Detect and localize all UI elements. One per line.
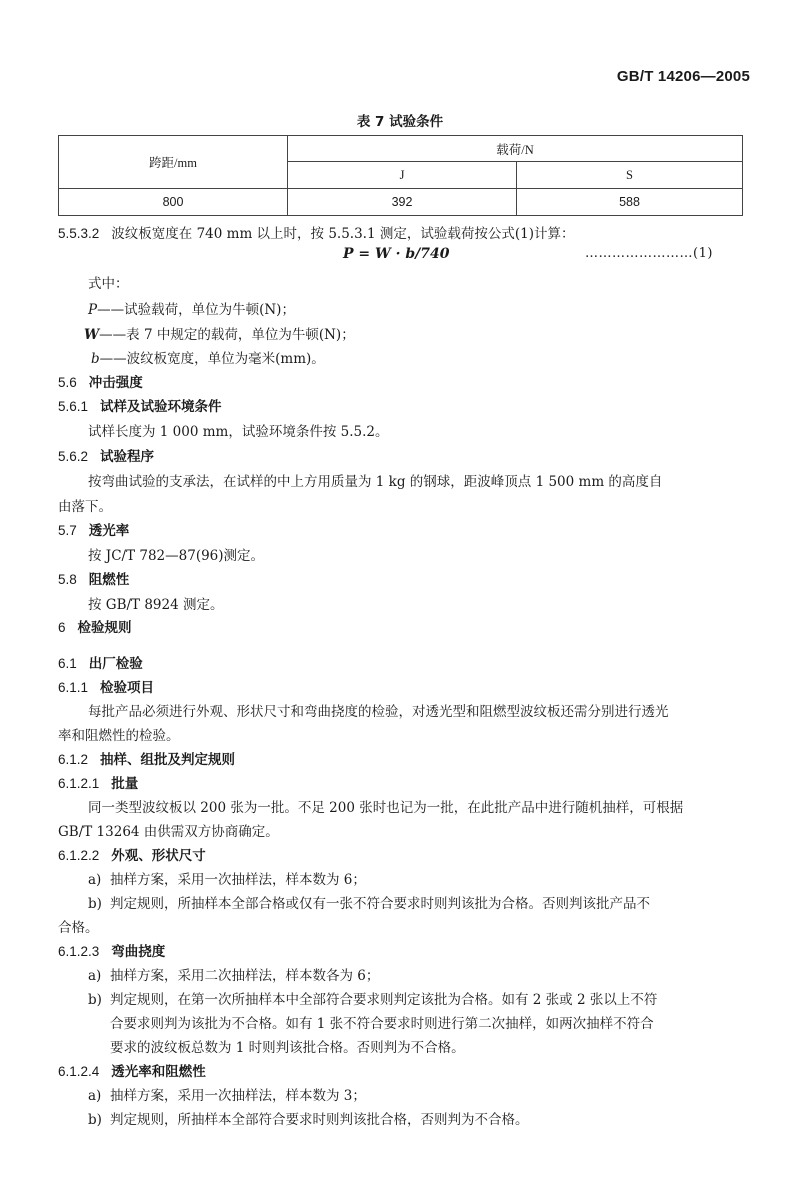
section-title: 冲击强度 (88, 375, 143, 391)
section-title: 抽样、组批及判定规则 (100, 752, 236, 768)
list-item-b-continuation: 要求的波纹板总数为 1 时则判该批合格。否则判为不合格。 (110, 1040, 465, 1056)
section-5-8-body: 按 GB/T 8924 测定。 (88, 597, 224, 613)
item-label: a) (88, 968, 102, 984)
item-label: b) (88, 1112, 102, 1128)
section-6-1-1-body-line1: 每批产品必须进行外观、形状尺寸和弯曲挠度的检验，对透光型和阻燃型波纹板还需分别进行透光 (88, 704, 669, 720)
section-title: 弯曲挠度 (111, 944, 166, 960)
section-number: 5.6 (58, 375, 77, 390)
list-item-b (88, 892, 650, 912)
standard-number-header: GB/T 14206—2005 (616, 68, 750, 85)
section-6-1-2-1-body-line2: GB/T 13264 由供需双方协商确定。 (58, 824, 279, 840)
definition-text: ——波纹板宽度，单位为毫米(mm)。 (99, 351, 325, 367)
section-5-8-heading (58, 568, 129, 588)
chapter-6-heading (58, 616, 132, 636)
section-title: 阻燃性 (88, 572, 130, 588)
section-title: 试验程序 (100, 449, 155, 465)
item-text: 抽样方案，采用一次抽样法，样本数为 3； (110, 1088, 366, 1104)
load-j-cell: 392 (288, 189, 517, 216)
table-7-caption: 表 7 试验条件 (356, 114, 444, 130)
section-6-1-2-2-heading (58, 844, 206, 864)
section-6-1-1-heading (58, 676, 154, 696)
list-item-b (88, 988, 657, 1008)
item-label: a) (88, 872, 102, 888)
chapter-number: 6 (58, 620, 66, 635)
span-value-cell: 800 (59, 189, 288, 216)
section-title: 外观、形状尺寸 (111, 848, 206, 864)
variable-p-definition (88, 298, 295, 318)
load-s-cell: 588 (517, 189, 743, 216)
section-title: 透光率和阻燃性 (111, 1064, 206, 1080)
symbol-p: P (88, 302, 98, 318)
item-text: 判定规则，在第一次所抽样本中全部符合要求则判定该批为合格。如有 2 张或 2 张以上不符 (110, 992, 658, 1008)
variable-b-definition (91, 347, 325, 367)
section-6-1-2-heading (58, 748, 235, 768)
item-label: a) (88, 1088, 102, 1104)
item-text: 判定规则，所抽样本全部合格或仅有一张不符合要求时则判该批为合格。否则判该批产品不 (110, 896, 650, 912)
list-item-a (88, 868, 366, 888)
section-number: 6.1.2.4 (58, 1064, 100, 1079)
grade-j-header: J (288, 162, 517, 189)
section-6-1-2-1-heading (58, 772, 138, 792)
load-header-cell: 载荷/N (288, 136, 743, 162)
section-5-6-1-heading (58, 395, 222, 415)
clause-text: 波纹板宽度在 740 mm 以上时，按 5.5.3.1 测定，试验载荷按公式(1)计算： (111, 226, 575, 242)
list-item-a (88, 964, 379, 984)
section-number: 5.7 (58, 523, 77, 538)
where-label: 式中： (88, 276, 129, 292)
list-item-b-continuation: 合格。 (58, 920, 99, 936)
section-5-7-body: 按 JC/T 782—87(96)测定。 (88, 548, 265, 564)
clause-number: 5.5.3.2 (58, 226, 100, 241)
item-text: 抽样方案，采用二次抽样法，样本数各为 6； (110, 968, 380, 984)
section-6-1-1-body-line2: 率和阻燃性的检验。 (58, 728, 180, 744)
section-title: 出厂检验 (88, 656, 143, 672)
section-title: 试样及试验环境条件 (100, 399, 222, 415)
formula-1: P = W · b/740 (343, 246, 450, 262)
definition-text: ——试验载荷，单位为牛顿(N)； (97, 302, 295, 318)
section-number: 5.6.1 (58, 399, 89, 414)
section-title: 检验项目 (100, 680, 155, 696)
item-label: b) (88, 896, 102, 912)
section-number: 6.1.2 (58, 752, 89, 767)
section-number: 6.1.2.2 (58, 848, 100, 863)
section-5-6-2-body-line2: 由落下。 (58, 499, 112, 515)
item-text: 判定规则，所抽样本全部符合要求时则判该批合格，否则判为不合格。 (110, 1112, 529, 1128)
variable-w-definition (84, 323, 355, 343)
section-5-6-heading (58, 371, 143, 391)
list-item-a (88, 1084, 366, 1104)
definition-text: ——表 7 中规定的载荷，单位为牛顿(N)； (99, 327, 355, 343)
section-5-6-1-body: 试样长度为 1 000 mm，试验环境条件按 5.5.2。 (88, 424, 389, 440)
symbol-b: b (91, 351, 100, 367)
section-number: 6.1 (58, 656, 77, 671)
section-number: 5.6.2 (58, 449, 89, 464)
section-title: 透光率 (88, 523, 130, 539)
table-row (59, 189, 743, 216)
grade-s-header: S (517, 162, 743, 189)
section-title: 批量 (111, 776, 139, 792)
list-item-b-continuation: 合要求则判为该批为不合格。如有 1 张不符合要求时则进行第二次抽样，如两次抽样不符合 (110, 1016, 654, 1032)
section-5-6-2-body-line1: 按弯曲试验的支承法，在试样的中上方用质量为 1 kg 的钢球，距波峰顶点 1 500 mm 的高度自 (88, 474, 663, 490)
section-6-1-heading (58, 652, 143, 672)
section-6-1-2-3-heading (58, 940, 165, 960)
equation-number: ……………………(1) (585, 246, 713, 261)
item-label: b) (88, 992, 102, 1008)
section-6-1-2-4-heading (58, 1060, 206, 1080)
list-item-b (88, 1108, 529, 1128)
symbol-w: W (84, 327, 100, 343)
item-text: 抽样方案，采用一次抽样法，样本数为 6； (110, 872, 366, 888)
section-number: 6.1.2.3 (58, 944, 100, 959)
section-5-6-2-heading (58, 445, 154, 465)
chapter-title: 检验规则 (77, 620, 132, 636)
test-conditions-table (58, 135, 743, 216)
section-6-1-2-1-body-line1: 同一类型波纹板以 200 张为一批。不足 200 张时也记为一批，在此批产品中进行随机抽样，可根据 (88, 800, 684, 816)
clause-5-5-3-2 (58, 222, 574, 242)
span-header-cell: 跨距/mm (59, 136, 288, 189)
section-number: 6.1.1 (58, 680, 89, 695)
section-number: 6.1.2.1 (58, 776, 100, 791)
section-number: 5.8 (58, 572, 77, 587)
section-5-7-heading (58, 519, 129, 539)
